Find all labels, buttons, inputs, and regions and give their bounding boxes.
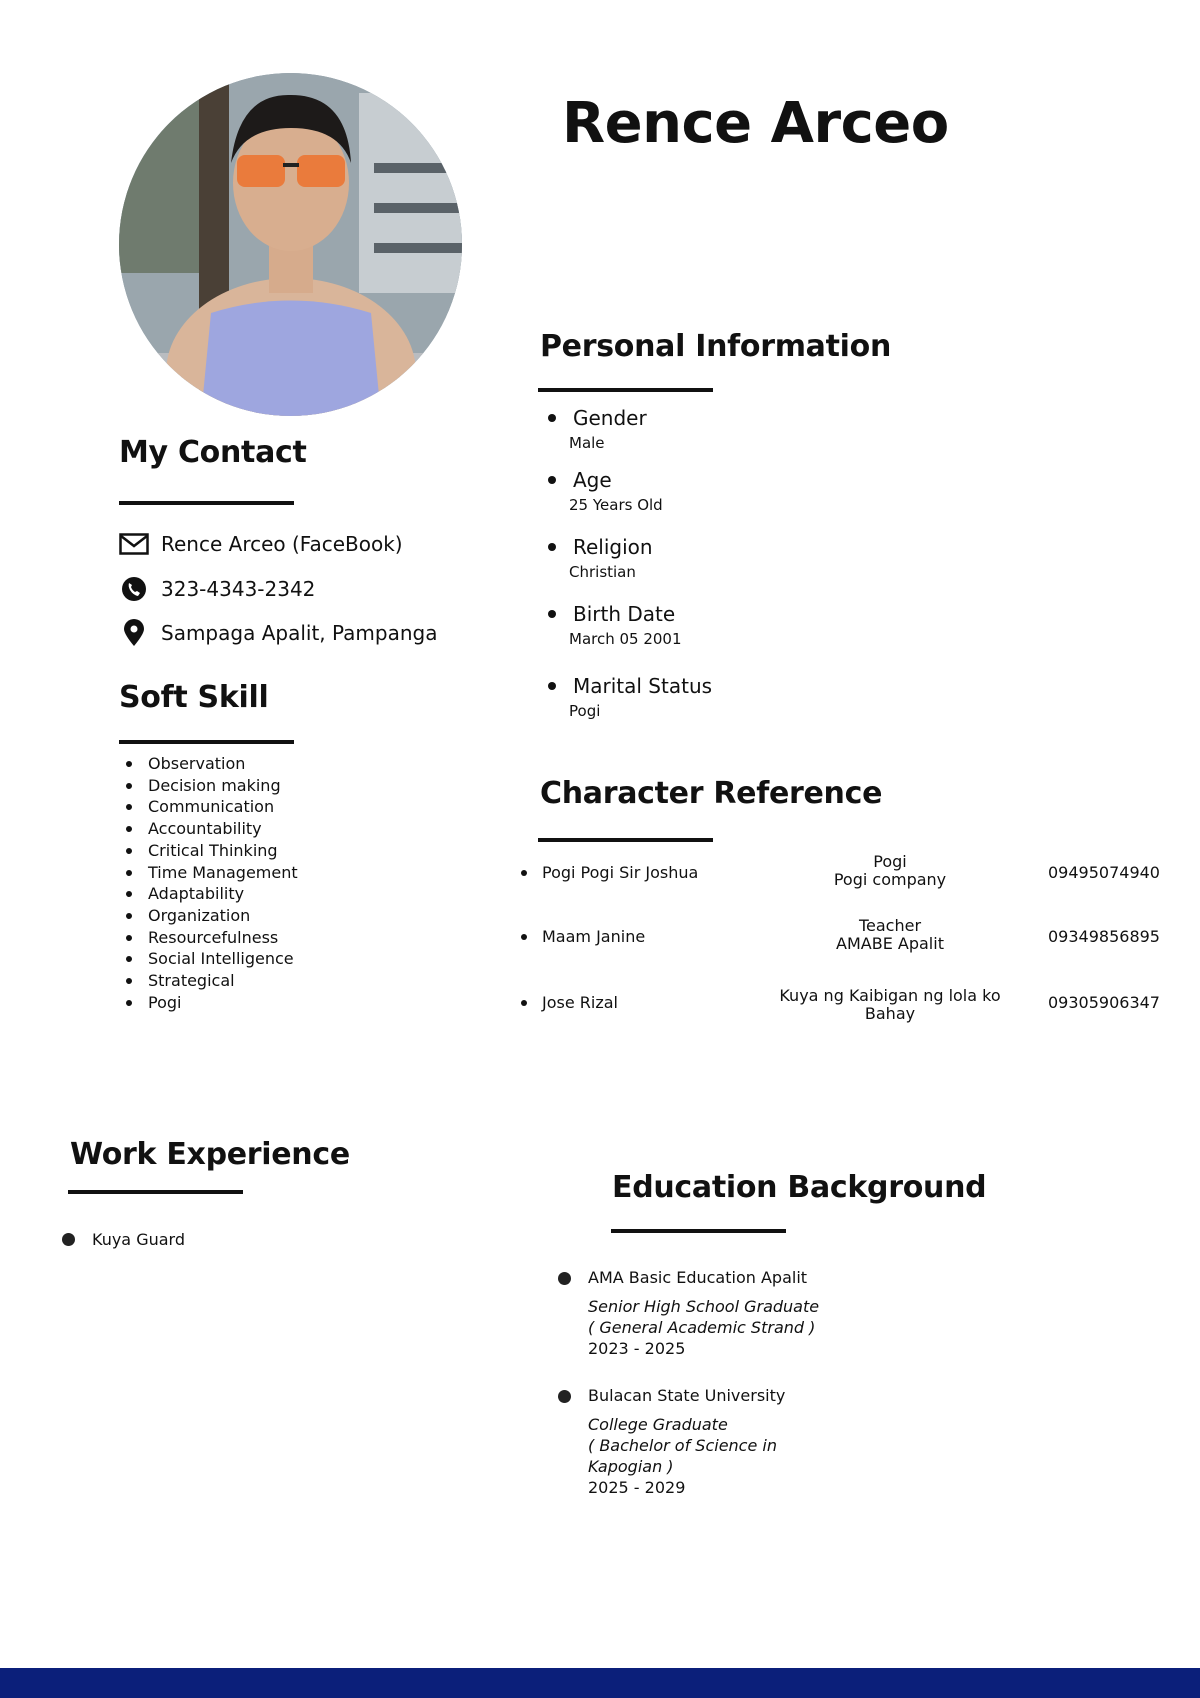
- skill-item: Organization: [119, 905, 298, 927]
- bullet: [62, 1233, 75, 1246]
- education-degree: [588, 1414, 798, 1477]
- character-reference-divider: [538, 838, 713, 842]
- bullet: [521, 870, 527, 876]
- education-school: Bulacan State University: [588, 1386, 786, 1405]
- skill-item: Pogi: [119, 992, 298, 1014]
- contact-text: 323-4343-2342: [161, 577, 316, 601]
- reference-phone: 09305906347: [1048, 993, 1160, 1012]
- reference-organization: [750, 917, 1030, 953]
- reference-role: Teacher: [858, 916, 922, 935]
- education-school: AMA Basic Education Apalit: [588, 1268, 808, 1287]
- bullet: [521, 1000, 527, 1006]
- info-value: March 05 2001: [569, 630, 682, 648]
- personal-info-religion: [548, 533, 653, 583]
- education-degree-line: College Graduate: [588, 1415, 728, 1434]
- personal-info-divider: [538, 388, 713, 392]
- skill-item: Resourcefulness: [119, 927, 298, 949]
- contact-divider: [119, 501, 294, 505]
- education-years: 2025 - 2029: [588, 1478, 686, 1497]
- education-degree: [588, 1296, 858, 1338]
- work-experience-heading: Work Experience: [70, 1137, 350, 1172]
- bullet: [548, 476, 556, 484]
- info-value: 25 Years Old: [569, 496, 663, 514]
- reference-row: [518, 986, 1160, 1027]
- soft-skill-heading: Soft Skill: [119, 680, 269, 715]
- contact-text: Sampaga Apalit, Pampanga: [161, 621, 438, 645]
- reference-row: [518, 916, 1160, 957]
- contact-text: Rence Arceo (FaceBook): [161, 532, 403, 556]
- info-value: Male: [569, 434, 605, 452]
- reference-name: Jose Rizal: [542, 993, 618, 1012]
- education-degree-line: ( General Academic Strand ): [588, 1318, 816, 1337]
- skill-item: Decision making: [119, 775, 298, 797]
- bullet: [558, 1390, 571, 1403]
- bullet: [548, 414, 556, 422]
- work-experience-divider: [68, 1190, 243, 1194]
- contact-item-phone[interactable]: [119, 574, 315, 604]
- skill-item: Critical Thinking: [119, 840, 298, 862]
- mail-icon: [119, 529, 149, 559]
- skill-item: Social Intelligence: [119, 948, 298, 970]
- skill-item: Observation: [119, 753, 298, 775]
- reference-phone: 09495074940: [1048, 863, 1160, 882]
- personal-info-gender: [548, 404, 647, 454]
- personal-info-birth-date: [548, 600, 682, 650]
- bullet: [558, 1272, 571, 1285]
- bullet: [548, 543, 556, 551]
- soft-skill-divider: [119, 740, 294, 744]
- skill-item: Accountability: [119, 818, 298, 840]
- personal-info-marital-status: [548, 672, 712, 722]
- personal-info-heading: Personal Information: [540, 329, 891, 364]
- reference-role: Pogi: [873, 852, 907, 871]
- info-label: Marital Status: [573, 674, 713, 698]
- skill-item: Adaptability: [119, 883, 298, 905]
- education-degree-line: ( Bachelor of Science in Kapogian ): [588, 1436, 777, 1476]
- education-item: [558, 1384, 858, 1499]
- skill-item: Strategical: [119, 970, 298, 992]
- education-item: [558, 1266, 858, 1360]
- info-label: Age: [573, 468, 612, 492]
- info-value: Pogi: [569, 702, 601, 720]
- reference-name: Maam Janine: [542, 927, 646, 946]
- soft-skill-list: [119, 753, 298, 1013]
- bullet: [521, 934, 527, 940]
- contact-item-facebook[interactable]: [119, 529, 403, 559]
- info-value: Christian: [569, 563, 636, 581]
- contact-item-address[interactable]: [119, 618, 437, 648]
- reference-row: [518, 852, 1160, 893]
- education-degree-line: Senior High School Graduate: [588, 1297, 820, 1316]
- footer-bar: [0, 1668, 1200, 1698]
- resume-name: Rence Arceo: [562, 91, 949, 156]
- phone-icon: [119, 574, 149, 604]
- profile-photo: [119, 73, 462, 416]
- reference-organization: [750, 853, 1030, 889]
- skill-item: Time Management: [119, 862, 298, 884]
- contact-heading: My Contact: [119, 435, 307, 470]
- reference-name: Pogi Pogi Sir Joshua: [542, 863, 699, 882]
- work-title: Kuya Guard: [92, 1230, 185, 1249]
- reference-organization: [750, 987, 1030, 1023]
- info-label: Birth Date: [573, 602, 676, 626]
- education-heading: Education Background: [612, 1170, 987, 1205]
- info-label: Religion: [573, 535, 653, 559]
- reference-phone: 09349856895: [1048, 927, 1160, 946]
- reference-role: Kuya ng Kaibigan ng lola ko: [779, 986, 1001, 1005]
- info-label: Gender: [573, 406, 647, 430]
- character-reference-heading: Character Reference: [540, 776, 883, 811]
- education-years: 2023 - 2025: [588, 1339, 686, 1358]
- education-divider: [611, 1229, 786, 1233]
- bullet: [548, 682, 556, 690]
- bullet: [548, 610, 556, 618]
- reference-company: Bahay: [864, 1004, 916, 1023]
- reference-company: AMABE Apalit: [836, 934, 944, 953]
- location-pin-icon: [119, 618, 149, 648]
- work-item: [62, 1230, 185, 1249]
- reference-company: Pogi company: [833, 870, 947, 889]
- skill-item: Communication: [119, 796, 298, 818]
- personal-info-age: [548, 466, 663, 516]
